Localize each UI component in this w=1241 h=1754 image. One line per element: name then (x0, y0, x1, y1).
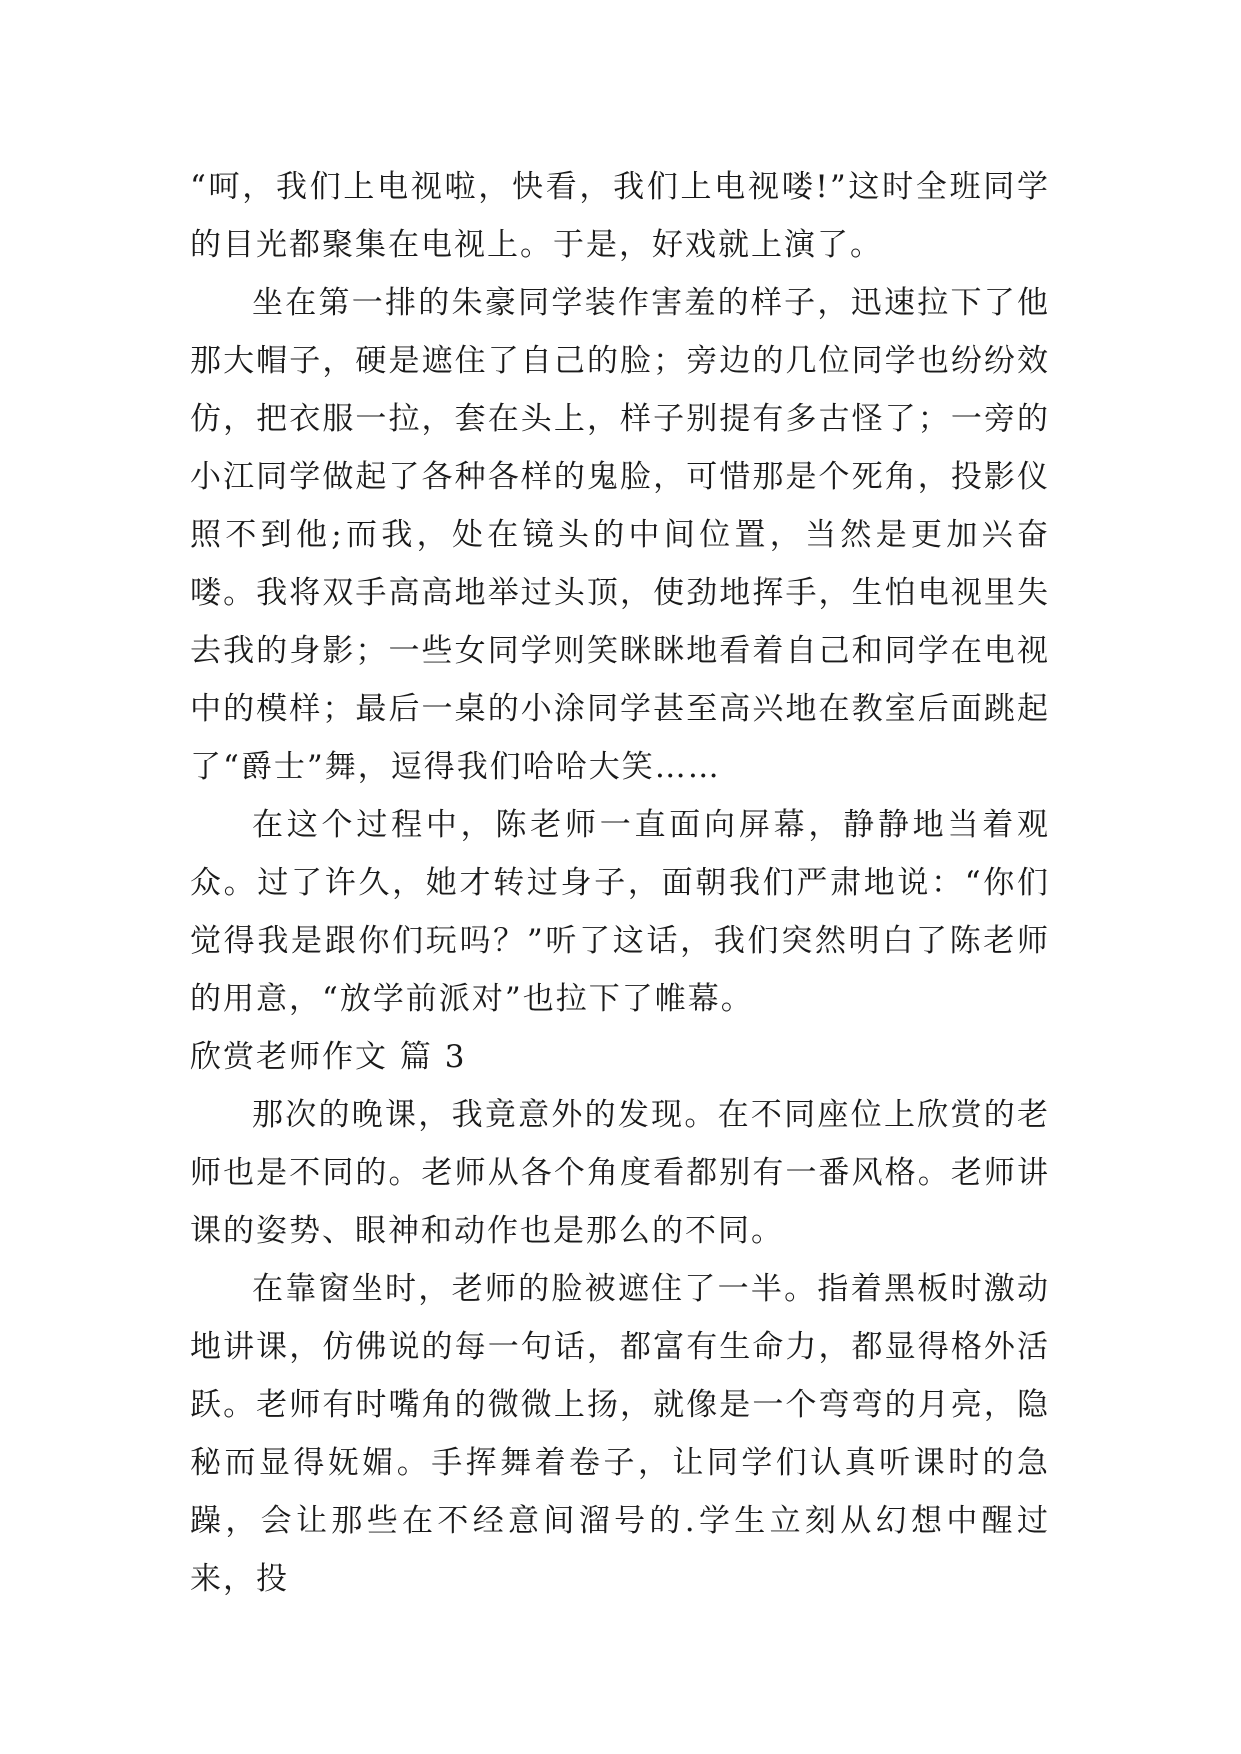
section-heading: 欣赏老师作文 篇 3 (190, 1039, 467, 1075)
paragraph-3: 在这个过程中，陈老师一直面向屏幕，静静地当着观众。过了许久，她才转过身子，面朝我们严肃地说：“你们觉得我是跟你们玩吗？”听了这话，我们突然明白了陈老师的用意，“放学前派对”也拉下了帷幕。 (190, 807, 1050, 1017)
document-body (190, 158, 1050, 1608)
section-paragraph-1: 那次的晚课，我竟意外的发现。在不同座位上欣赏的老师也是不同的。老师从各个角度看都别有一番风格。老师讲课的姿势、眼神和动作也是那么的不同。 (190, 1097, 1050, 1249)
section-paragraph-2: 在靠窗坐时，老师的脸被遮住了一半。指着黑板时激动地讲课，仿佛说的每一句话，都富有生命力，都显得格外活跃。老师有时嘴角的微微上扬，就像是一个弯弯的月亮，隐秘而显得妩媚。手挥舞着卷子，让同学们认真听课时的急躁，会让那些在不经意间溜号的.学生立刻从幻想中醒过来，投 (190, 1271, 1050, 1597)
paragraph-2: 坐在第一排的朱豪同学装作害羞的样子，迅速拉下了他那大帽子，硬是遮住了自己的脸；旁边的几位同学也纷纷效仿，把衣服一拉，套在头上，样子别提有多古怪了；一旁的小江同学做起了各种各样的鬼脸，可惜那是个死角，投影仪照不到他;而我，处在镜头的中间位置，当然是更加兴奋喽。我将双手高高地举过头顶，使劲地挥手，生怕电视里失去我的身影；一些女同学则笑眯眯地看着自己和同学在电视中的模样；最后一桌的小涂同学甚至高兴地在教室后面跳起了“爵士”舞，逗得我们哈哈大笑…… (190, 285, 1050, 785)
paragraph-1: “呵，我们上电视啦，快看，我们上电视喽!”这时全班同学的目光都聚集在电视上。于是，好戏就上演了。 (190, 169, 1050, 263)
